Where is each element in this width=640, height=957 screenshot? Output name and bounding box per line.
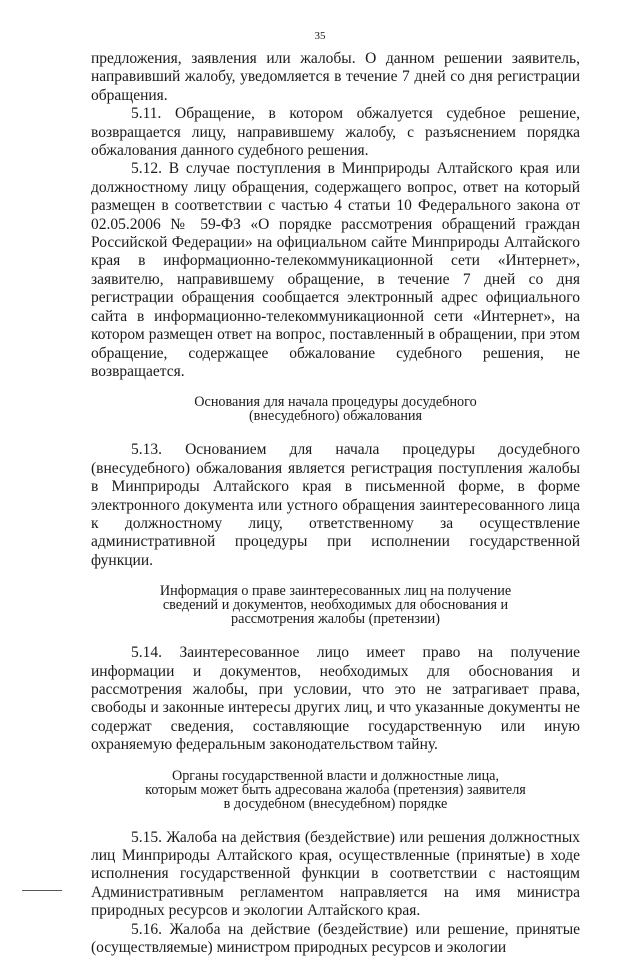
paragraph-5-16: 5.16. Жалоба на действие (бездействие) или решение, принятые (осуществляемые) министром природных ресурсов и экологии [91, 920, 580, 957]
heading-line: в досудебном (внесудебном) порядке [223, 795, 448, 812]
paragraph-5-15: 5.15. Жалоба на действия (бездействие) или решения должностных лиц Минприроды Алтайского края, осуществленные (принятые) в ходе исполнения государственной функции в соответствии с настоящим Административным регламентом направляется на имя министра природных ресурсов и экологии Алтайского края. [91, 828, 580, 920]
heading-line: которым может быть адресована жалоба (претензия) заявителя [145, 781, 526, 798]
heading-line: сведений и документов, необходимых для обоснования и [162, 597, 509, 614]
heading-line: рассмотрения жалобы (претензии) [231, 611, 440, 628]
section-heading-rights [91, 584, 580, 626]
heading-line: Информация о праве заинтересованных лиц на получение [159, 583, 512, 600]
page-number: 35 [314, 30, 326, 42]
heading-line: Органы государственной власти и должностные лица, [171, 767, 500, 784]
paragraph-5-14: 5.14. Заинтересованное лицо имеет право на получение информации и документов, необходимых для обоснования и рассмотрения жалобы, при условии, что это не затрагивает права, свободы и законные интересы других лиц, и что указанные документы не содержат сведения, составляющие государственную или иную охраняемую федеральным законодательством тайну. [91, 644, 580, 754]
section-heading-grounds [91, 395, 580, 423]
heading-line: Основания для начала процедуры досудебного [194, 394, 477, 411]
paragraph-continuation: предложения, заявления или жалобы. О данном решении заявитель, направивший жалобу, уведомляется в течение 7 дней со дня регистрации обращения. [91, 50, 580, 104]
heading-line: (внесудебного) обжалования [248, 408, 423, 425]
paragraph-5-13: 5.13. Основанием для начала процедуры досудебного (внесудебного) обжалования является регистрация поступления жалобы в Минприроды Алтайского края в письменной форме, в форме электронного документа или устного обращения заинтересованного лица к должностному лицу, ответственному за осуществление административной процедуры при исполнении государственной функции. [91, 441, 580, 569]
footnote-rule [22, 890, 62, 891]
paragraph-5-12: 5.12. В случае поступления в Минприроды Алтайского края или должностному лицу обращения, содержащего вопрос, ответ на который размещен в соответствии с частью 4 статьи 10 Федерального закона от 02.05.2006 № 59-ФЗ «О порядке рассмотрения обращений граждан Российской Федерации» на официальном сайте Минприроды Алтайского края в информационно-телекоммуникационной сети «Интернет», заявителю, направившему обращение, в течение 7 дней со дня регистрации обращения сообщается электронный адрес официального сайта в информационно-телекоммуникационной сети «Интернет», на котором размещен ответ на вопрос, поставленный в обращении, при этом обращение, содержащее обжалование судебного решения, не возвращается. [91, 160, 580, 380]
paragraph-5-11: 5.11. Обращение, в котором обжалуется судебное решение, возвращается лицу, направившему жалобу, с разъяснением порядка обжалования данного судебного решения. [91, 105, 580, 160]
document-body [91, 50, 580, 957]
section-heading-authorities [91, 769, 580, 811]
